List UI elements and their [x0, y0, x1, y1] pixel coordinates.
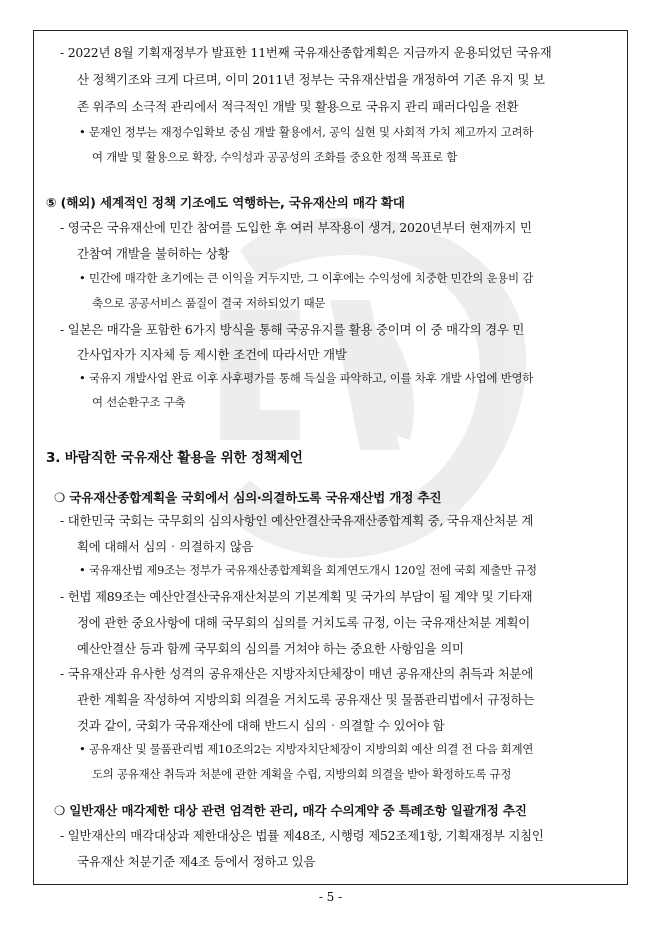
body-line: 것과 같이, 국회가 국유재산에 대해 반드시 심의‧의결할 수 있어야 함 — [77, 718, 445, 733]
body-line: - 헌법 제89조는 예산안결산국유재산처분의 기본계획 및 국가의 부담이 될 계약 및 기타재 — [60, 589, 533, 604]
note-line: 여 선순환구조 구축 — [92, 395, 186, 409]
body-line: 관한 계획을 작성하여 지방의회 의결을 거치도록 공유재산 및 물품관리법에서 규정하는 — [77, 692, 535, 707]
note-line: • 공유재산 및 물품관리법 제10조의2는 지방자치단체장이 지방의회 예산 의결 전 다음 회계연 — [79, 742, 534, 756]
body-line: - 일본은 매각을 포함한 6가지 방식을 통해 국공유지를 활용 중이며 이 중 매각의 경우 민 — [60, 322, 525, 337]
body-line: 정에 관한 중요사항에 대해 국무회의 심의를 거치도록 규정, 이는 국유재산처분 계획이 — [77, 615, 531, 630]
body-line: 간참여 개발을 불허하는 상황 — [77, 246, 230, 261]
body-line: - 영국은 국유재산에 민간 참여를 도입한 후 여러 부작용이 생겨, 2020년부터 현재까지 민 — [60, 220, 532, 235]
page-number: - 5 - — [318, 890, 343, 904]
body-line: - 국유재산과 유사한 성격의 공유재산은 지방자치단체장이 매년 공유재산의 취득과 처분에 — [60, 666, 534, 681]
body-line: - 일반재산의 매각대상과 제한대상은 법률 제48조, 시행령 제52조제1항, 기획재정부 지침인 — [60, 828, 544, 843]
subheading: ❍ 일반재산 매각제한 대상 관련 엄격한 관리, 매각 수의계약 중 특례조항 일괄개정 추진 — [54, 803, 527, 818]
note-line: • 국유재산법 제9조는 정부가 국유재산종합계획을 회계연도개시 120일 전에 국회 제출만 규정 — [79, 563, 537, 577]
body-line: - 2022년 8월 기획재정부가 발표한 11번째 국유재산종합계획은 지금까지 운용되었던 국유재 — [60, 45, 552, 60]
note-line: 도의 공유재산 취득과 처분에 관한 계획을 수립, 지방의회 의결을 받아 확정하도록 규정 — [92, 767, 512, 781]
body-line: 국유재산 처분기준 제4조 등에서 정하고 있음 — [77, 854, 316, 869]
body-line: 예산안결산 등과 함께 국무회의 심의를 거쳐야 하는 중요한 사항임을 의미 — [77, 641, 464, 656]
subheading: ❍ 국유재산종합계획을 국회에서 심의‧의결하도록 국유재산법 개정 추진 — [54, 490, 442, 505]
body-line: 간사업자가 지자체 등 제시한 조건에 따라서만 개발 — [77, 347, 347, 362]
note-line: 여 개발 및 활용으로 확장, 수익성과 공공성의 조화를 중요한 정책 목표로 함 — [92, 150, 458, 164]
note-line: • 민간에 매각한 초기에는 큰 이익을 거두지만, 그 이후에는 수익성에 치중한 민간의 운용비 감 — [79, 271, 534, 285]
note-line: • 문재인 정부는 재정수입확보 중심 개발 활용에서, 공익 실현 및 사회적 가치 제고까지 고려하 — [79, 125, 534, 139]
body-line: 산 정책기조와 크게 다르며, 이미 2011년 정부는 국유재산법을 개정하여 기존 유지 및 보 — [77, 72, 545, 87]
section-heading: 3. 바람직한 국유재산 활용을 위한 정책제언 — [46, 450, 303, 466]
subheading: ⑤ (해외) 세계적인 정책 기조에도 역행하는, 국유재산의 매각 확대 — [46, 195, 405, 210]
note-line: 축으로 공공서비스 품질이 결국 저하되었기 때문 — [92, 296, 326, 310]
body-line: - 대한민국 국회는 국무회의 심의사항인 예산안결산국유재산종합계획 중, 국유재산처분 계 — [60, 513, 534, 528]
body-line: 획에 대해서 심의‧의결하지 않음 — [77, 539, 254, 554]
note-line: • 국유지 개발사업 완료 이후 사후평가를 통해 득실을 파악하고, 이를 차후 개발 사업에 반영하 — [79, 371, 534, 385]
body-line: 존 위주의 소극적 관리에서 적극적인 개발 및 활용으로 국유지 관리 패러다임을 전환 — [77, 99, 519, 114]
